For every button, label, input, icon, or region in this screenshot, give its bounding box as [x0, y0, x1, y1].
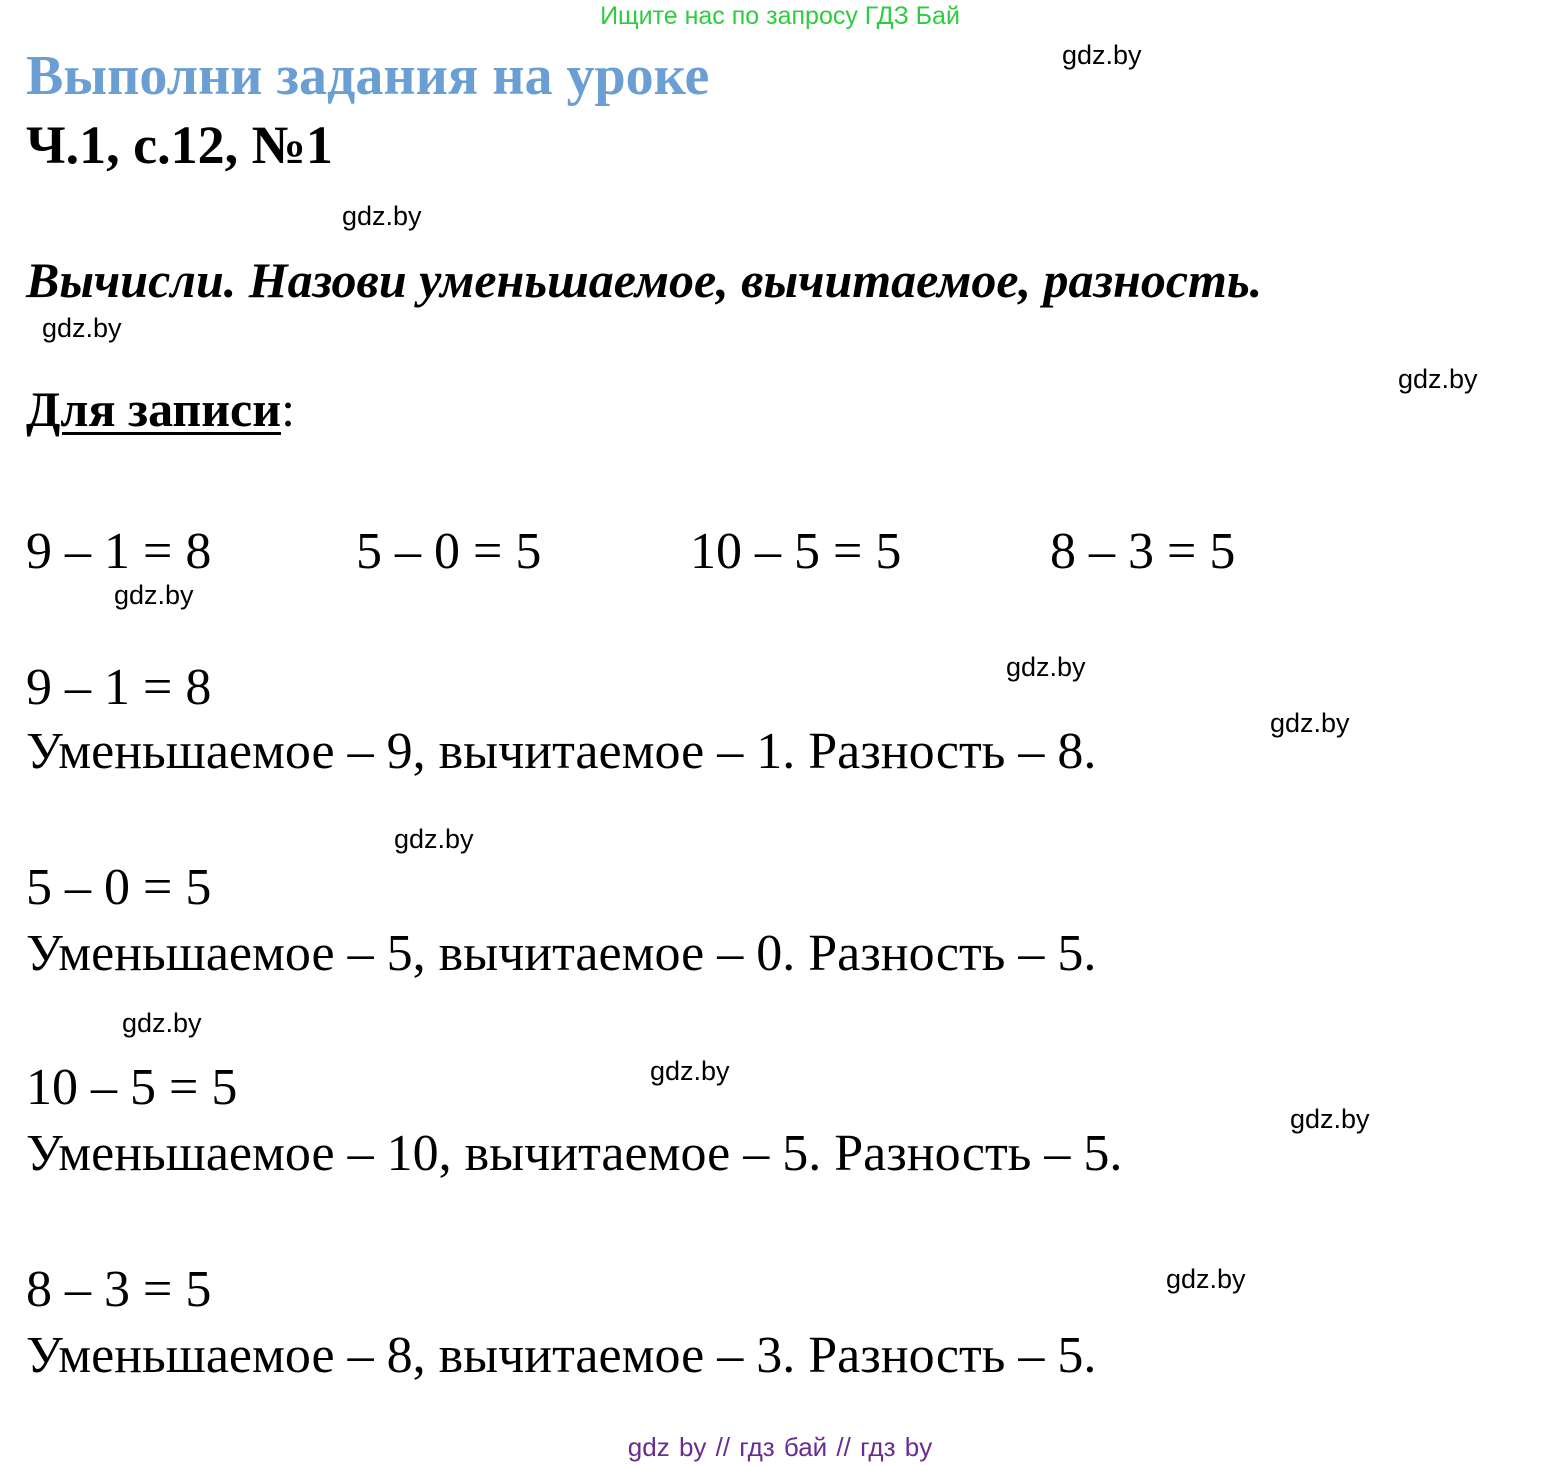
answer-3-expression: 10 – 5 = 5	[26, 1059, 238, 1116]
answer-2-expression: 5 – 0 = 5	[26, 859, 212, 916]
answer-1-text: Уменьшаемое – 9, вычитаемое – 1. Разность – 8.	[26, 723, 1097, 780]
exercise-reference: Ч.1, с.12, №1	[26, 115, 333, 175]
answer-4-expression: 8 – 3 = 5	[26, 1261, 212, 1318]
watermark: gdz.by	[1290, 1104, 1370, 1134]
top-banner[interactable]: Ищите нас по запросу ГДЗ Бай	[600, 2, 960, 30]
watermark: gdz.by	[1398, 364, 1478, 394]
expression-4: 8 – 3 = 5	[1050, 523, 1236, 580]
watermark: gdz.by	[114, 580, 194, 610]
answer-4-text: Уменьшаемое – 8, вычитаемое – 3. Разность – 5.	[26, 1327, 1097, 1384]
record-heading-label: Для записи	[26, 381, 282, 437]
watermark: gdz.by	[1166, 1264, 1246, 1294]
watermark: gdz.by	[1270, 708, 1350, 738]
expression-1: 9 – 1 = 8	[26, 523, 212, 580]
expression-3: 10 – 5 = 5	[690, 523, 902, 580]
watermark: gdz.by	[394, 824, 474, 854]
task-text: Вычисли. Назови уменьшаемое, вычитаемое, разность.	[26, 252, 1263, 308]
footer-links[interactable]: gdz by // гдз бай // гдз by	[627, 1432, 933, 1462]
answer-3-text: Уменьшаемое – 10, вычитаемое – 5. Разность – 5.	[26, 1125, 1123, 1182]
watermark: gdz.by	[1006, 652, 1086, 682]
watermark: gdz.by	[122, 1008, 202, 1038]
section-title: Выполни задания на уроке	[26, 45, 710, 107]
watermark: gdz.by	[342, 201, 422, 231]
expression-2: 5 – 0 = 5	[356, 523, 542, 580]
record-heading	[26, 381, 295, 437]
answer-2-text: Уменьшаемое – 5, вычитаемое – 0. Разность – 5.	[26, 925, 1097, 982]
watermark: gdz.by	[650, 1056, 730, 1086]
record-heading-colon: :	[281, 381, 295, 437]
answer-1-expression: 9 – 1 = 8	[26, 659, 212, 716]
watermark: gdz.by	[1062, 40, 1142, 70]
watermark: gdz.by	[42, 313, 122, 343]
